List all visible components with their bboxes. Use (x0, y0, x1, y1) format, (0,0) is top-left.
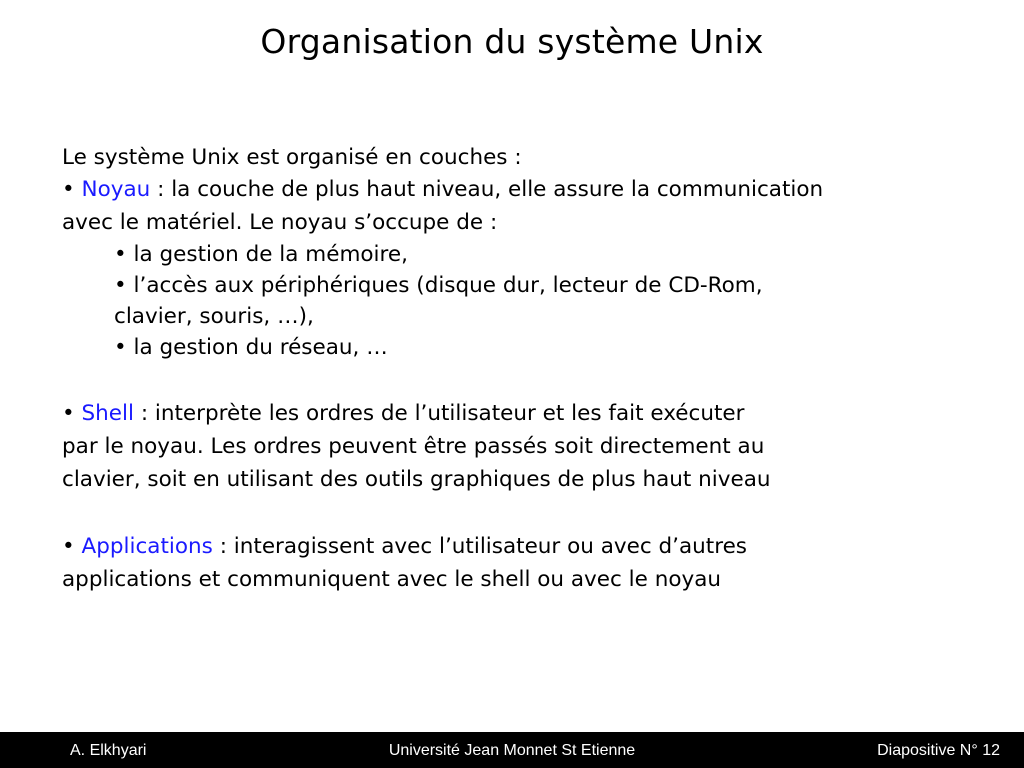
footer-bar (0, 732, 1024, 768)
bullet: • (62, 534, 75, 559)
slide-title: Organisation du système Unix (260, 22, 764, 61)
noyau-paragraph-line1 (62, 173, 982, 206)
noyau-term: Noyau (81, 177, 151, 202)
shell-desc: : interprète les ordres de l’utilisateur et les fait exécuter (133, 401, 745, 426)
noyau-subitem-peripherals-cont: clavier, souris, …), (114, 304, 314, 329)
intro-text: Le système Unix est organisé en couches : (62, 145, 522, 170)
footer-slide-number: Diapositive N° 12 (877, 742, 1000, 759)
shell-term: Shell (81, 401, 134, 426)
footer-university: Université Jean Monnet St Etienne (388, 742, 636, 759)
noyau-desc: : la couche de plus haut niveau, elle assure la communication (150, 177, 824, 202)
bullet: • (62, 401, 75, 426)
noyau-subitem-network: • la gestion du réseau, … (114, 335, 388, 360)
applications-paragraph-line2: applications et communiquent avec le shell ou avec le noyau (62, 567, 721, 592)
shell-paragraph-line3: clavier, soit en utilisant des outils graphiques de plus haut niveau (62, 467, 771, 492)
applications-paragraph-line1 (62, 530, 982, 563)
shell-paragraph-line1 (62, 397, 982, 430)
footer-author: A. Elkhyari (70, 742, 147, 759)
applications-term: Applications (81, 534, 213, 559)
noyau-subitem-memory: • la gestion de la mémoire, (114, 242, 408, 267)
shell-paragraph-line2: par le noyau. Les ordres peuvent être passés soit directement au (62, 434, 765, 459)
noyau-subitem-peripherals: • l’accès aux périphériques (disque dur, lecteur de CD-Rom, (114, 273, 763, 298)
applications-desc: : interagissent avec l’utilisateur ou avec d’autres (212, 534, 748, 559)
bullet: • (62, 177, 75, 202)
slide-body (62, 143, 982, 596)
noyau-paragraph-line2: avec le matériel. Le noyau s’occupe de : (62, 210, 498, 235)
